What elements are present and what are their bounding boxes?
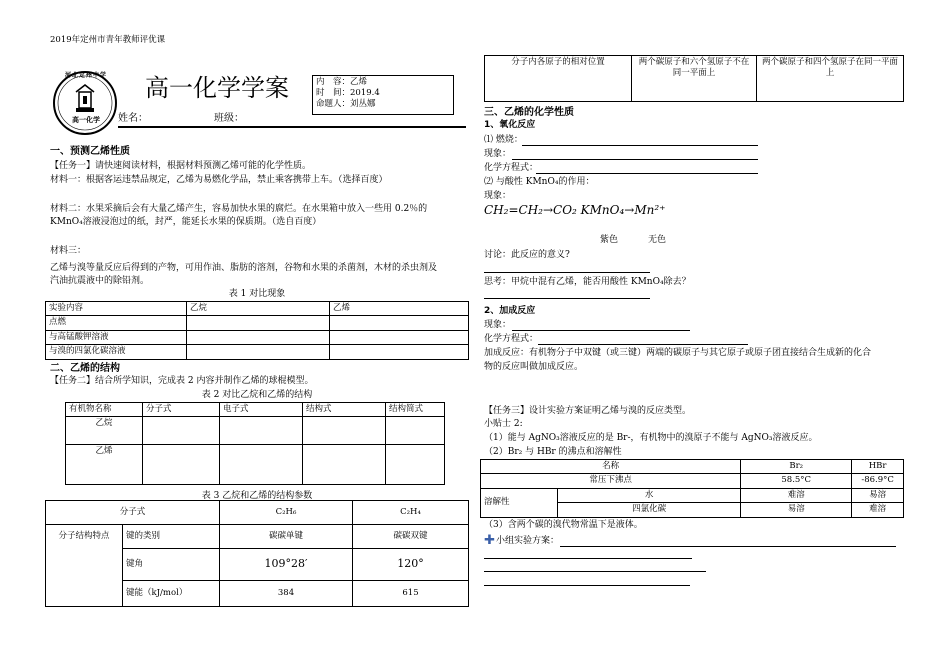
addition-heading: 2、加成反应 <box>484 306 536 316</box>
material3-label: 材料三： <box>50 246 87 256</box>
colorless-label: 无色 <box>648 235 667 245</box>
purple-label: 紫色 <box>600 235 619 245</box>
addition-def-line2: 物的反应叫做加成反应。 <box>484 362 584 372</box>
material2-line1: 材料二：水果采摘后会有大量乙烯产生，容易加快水果的腐烂。在水果箱中放入一些用 0.2％的 <box>50 204 428 214</box>
t4-ccl4-hbr: 难溶 <box>852 503 904 517</box>
tip-label: 小贴士 2: <box>484 419 523 429</box>
t1-row-2: 与溴的四氯化碳溶液 <box>46 345 187 359</box>
t2-header-2: 电子式 <box>220 403 303 417</box>
table2 <box>65 402 445 485</box>
t2-header-4: 结构简式 <box>386 403 445 417</box>
material2-line2: KMnO₄溶液浸泡过的纸，封严，能延长水果的保质期。（选自百度） <box>50 217 322 227</box>
t4-hbr: HBr <box>852 460 904 474</box>
t3-angle-label: 键角 <box>123 549 220 581</box>
t1-row-0: 点燃 <box>46 316 187 330</box>
burn-label: ⑴ 燃烧： <box>484 135 523 145</box>
t3-c2h4: C₂H₄ <box>353 501 469 525</box>
info-content: 内 容：乙烯 <box>316 77 368 87</box>
t2-header-0: 有机物名称 <box>66 403 143 417</box>
t4-water: 水 <box>558 488 741 502</box>
cont-ethylene: 两个碳原子和四个氢原子在同一平面上 <box>757 56 904 102</box>
header-note: 2019年定州市青年教师评优课 <box>50 35 166 45</box>
table3-continuation <box>484 55 904 102</box>
think-text: 思考：甲烷中混有乙烯，能否用酸性 KMnO₄除去？ <box>484 277 691 287</box>
cont-pos-label: 分子内各原子的相对位置 <box>485 56 632 102</box>
addition-def-line1: 加成反应：有机物分子中双键（或三键）两端的碳原子与其它原子或原子团直接结合生成新的化合 <box>484 348 872 358</box>
t2-row-ethane: 乙烷 <box>66 417 143 445</box>
cursor-cross-icon: ✚ <box>484 533 495 548</box>
info-time: 时 间：2019.4 <box>316 88 380 99</box>
oxidation-heading: 1、氧化反应 <box>484 120 536 130</box>
t3-angle-ethylene: 120° <box>353 549 469 581</box>
t3-angle-ethane: 109°28′ <box>220 549 353 581</box>
phenomenon-label-3: 现象： <box>484 320 512 330</box>
t2-header-1: 分子式 <box>143 403 220 417</box>
t4-name-header: 名称 <box>481 460 741 474</box>
t3-bond-type: 键的类别 <box>123 525 220 549</box>
t3-formula-header: 分子式 <box>46 501 220 525</box>
class-label: 班级： <box>214 113 244 124</box>
task1-text: 【任务一】请快速阅读材料，根据材料预测乙烯可能的化学性质。 <box>50 161 312 171</box>
table4 <box>480 459 904 518</box>
t4-sol-label: 溶解性 <box>481 488 558 517</box>
t2-row-ethylene: 乙烯 <box>66 445 143 485</box>
page-title: 高一化学学案 <box>145 74 289 102</box>
equation-label-1: 化学方程式： <box>484 163 539 173</box>
t4-bp-label: 常压下沸点 <box>481 474 741 488</box>
task3-text: 【任务三】设计实验方案证明乙烯与溴的反应类型。 <box>484 406 692 416</box>
t4-bp-br2: 58.5°C <box>741 474 852 488</box>
cont-ethane: 两个碳原子和六个氢原子不在同一平面上 <box>632 56 757 102</box>
seal-top-text: 河北定州中学 <box>64 72 107 79</box>
table1-caption: 表 1 对比现象 <box>228 289 286 299</box>
t1-header-1: 乙烷 <box>187 302 330 316</box>
t3-param-label: 分子结构特点 <box>46 525 123 607</box>
equation-label-2: 化学方程式： <box>484 334 539 344</box>
t4-water-hbr: 易溶 <box>852 488 904 502</box>
plan-label: 小组实验方案： <box>496 536 560 546</box>
seal-bottom-text: 高一化学 <box>72 116 100 124</box>
material3-line1: 乙烯与溴等量反应后得到的产物，可用作油、脂肪的溶剂，谷物和水果的杀菌剂，木材的杀虫剂及 <box>50 263 438 273</box>
t4-water-br2: 难溶 <box>741 488 852 502</box>
reaction-formula: CH₂=CH₂→CO₂ KMnO₄→Mn²⁺ <box>484 203 666 217</box>
info-author: 命题人：刘丛娜 <box>316 99 376 110</box>
table3-caption: 表 3 乙烷和乙烯的结构参数 <box>201 491 313 501</box>
table1 <box>45 301 469 360</box>
name-label: 姓名： <box>118 113 148 124</box>
phenomenon-label-2: 现象： <box>484 191 512 201</box>
t1-row-1: 与高锰酸钾溶液 <box>46 330 187 344</box>
t4-br2: Br₂ <box>741 460 852 474</box>
t4-ccl4-br2: 易溶 <box>741 503 852 517</box>
tip-3: （3）含两个碳的溴代物常温下是液体。 <box>484 520 643 530</box>
material1: 材料一：根据客运违禁品规定，乙烯为易燃化学品，禁止乘客携带上车。（选择百度） <box>50 175 388 185</box>
tip-2: （2）Br₂ 与 HBr 的沸点和溶解性 <box>484 447 622 457</box>
section1-heading: 一、预测乙烯性质 <box>50 146 130 157</box>
t4-bp-hbr: -86.9°C <box>852 474 904 488</box>
tip-1: （1）能与 AgNO₃溶液反应的是 Br-，有机物中的溴原子不能与 AgNO₃溶液反应。 <box>484 433 818 443</box>
discuss-text: 讨论：此反应的意义? <box>484 250 570 260</box>
section3-heading: 三、乙烯的化学性质 <box>484 107 574 118</box>
t3-single: 碳碳单键 <box>220 525 353 549</box>
material3-line2: 汽油抗震液中的除铅剂。 <box>50 276 150 286</box>
t3-energy-label: 键能（kJ/mol） <box>123 581 220 607</box>
t3-energy-ethane: 384 <box>220 581 353 607</box>
task2-text: 【任务二】结合所学知识，完成表 2 内容并制作乙烯的球棍模型。 <box>50 376 314 386</box>
info-box <box>312 75 454 115</box>
t2-header-3: 结构式 <box>303 403 386 417</box>
phenomenon-label-1: 现象： <box>484 149 512 159</box>
t3-energy-ethylene: 615 <box>353 581 469 607</box>
t1-header-0: 实验内容 <box>46 302 187 316</box>
t1-header-2: 乙烯 <box>330 302 469 316</box>
t3-double: 碳碳双键 <box>353 525 469 549</box>
table3 <box>45 500 469 607</box>
kmno4-label: ⑵ 与酸性 KMnO₄的作用： <box>484 177 595 187</box>
table2-caption: 表 2 对比乙烷和乙烯的结构 <box>201 390 313 400</box>
t4-ccl4: 四氯化碳 <box>558 503 741 517</box>
section2-heading: 二、乙烯的结构 <box>50 363 120 374</box>
t3-c2h6: C₂H₆ <box>220 501 353 525</box>
